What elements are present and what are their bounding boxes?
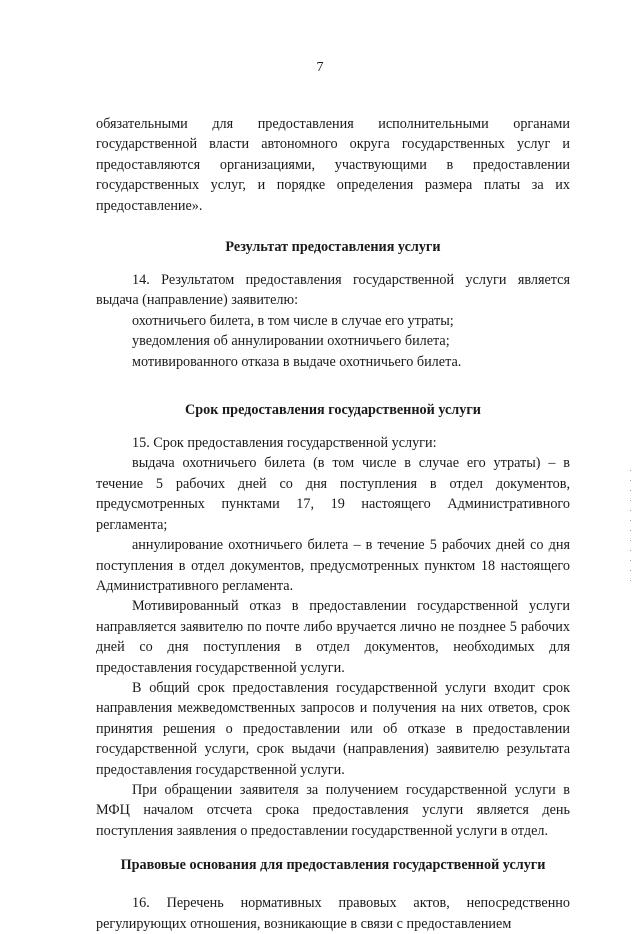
document-body <box>96 114 570 934</box>
intro-paragraph: обязательными для предоставления исполнительными органами государственной власти автономного округа государственных услуг и предоставляются организациями, участвующими в предоставлении государственных услуг, и порядке определения размера платы за их предоставление». <box>96 116 570 214</box>
term-paragraph-total: В общий срок предоставления государственной услуги входит срок направления межведомственных запросов и получения на них ответов, срок принятия решения о предоставлении или об отказе в предоставлении государственной услуги, срок выдачи (направления) заявителю результата предоставления государственной услуги. <box>96 679 570 778</box>
term-paragraph-issue: выдача охотничьего билета (в том числе в случае его утраты) – в течение 5 рабочих дней со дня поступления в отдел документов, предусмотренных пунктами 17, 19 настоящего Административного регламента; <box>96 455 570 533</box>
result-item: мотивированного отказа в выдаче охотничьего билета. <box>132 353 462 370</box>
term-paragraph-refusal: Мотивированный отказ в предоставлении государственной услуги направляется заявителю по почте либо вручается лично не позднее 5 рабочих дней со дня поступления в отдел документов, необходимых для предоставления государственной услуги. <box>96 598 570 676</box>
result-lead-paragraph: 14. Результатом предоставления государственной услуги является выдача (направление) заявителю: <box>96 272 570 309</box>
legal-lead-paragraph: 16. Перечень нормативных правовых актов, непосредственно регулирующих отношения, возникающие в связи с предоставлением <box>96 895 570 932</box>
page-number: 7 <box>316 60 324 75</box>
term-paragraph-mfc: При обращении заявителя за получением государственной услуги в МФЦ началом отсчета срока предоставления услуги является день поступления заявления о предоставлении государственной услуги в отдел. <box>96 781 570 839</box>
heading-result: Результат предоставления услуги <box>225 239 441 256</box>
result-item: уведомления об аннулировании охотничьего билета; <box>132 333 450 350</box>
margin-scan-marks <box>630 470 632 590</box>
term-paragraph-annul: аннулирование охотничьего билета – в течение 5 рабочих дней со дня поступления в отдел документов, предусмотренных пунктом 18 настоящего Административного регламента. <box>96 537 570 594</box>
term-lead-paragraph: 15. Срок предоставления государственной услуги: <box>132 435 437 452</box>
result-item: охотничьего билета, в том числе в случае его утраты; <box>132 312 454 329</box>
heading-legal: Правовые основания для предоставления государственной услуги <box>120 857 546 874</box>
heading-term: Срок предоставления государственной услуги <box>185 402 481 419</box>
